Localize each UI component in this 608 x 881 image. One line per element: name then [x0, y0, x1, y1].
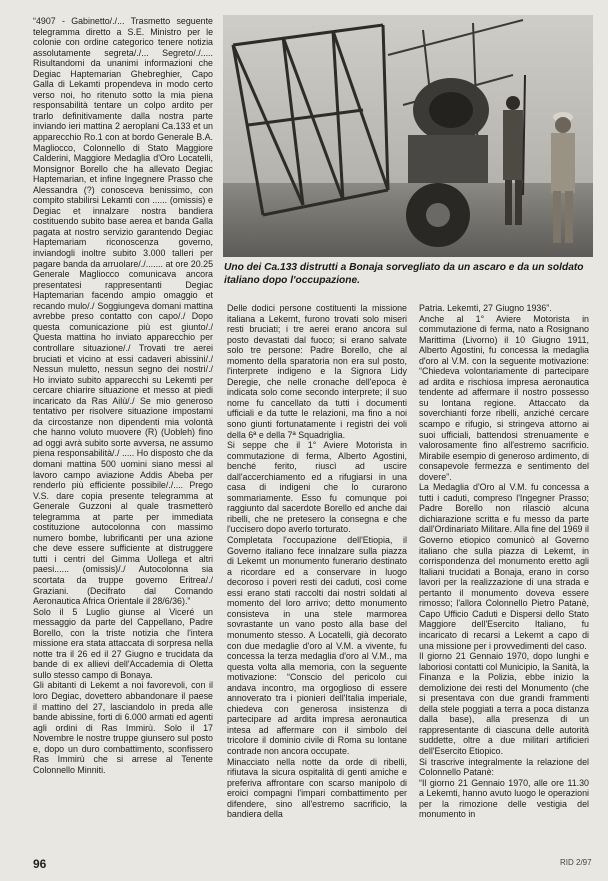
photo-illustration [223, 15, 593, 257]
paragraph: La Medaglia d'Oro al V.M. fu concessa a tutti i caduti, compreso l'Ingegner Prasso; Padre Borello non rilasciò alcuna dichiarazione scritta e fu messo da parte dall'Ordinariato Militare. Alla fine del 1969 il Governo etiopico comunicò al Governo italiano che sulla piazza di Lekemt, in corrispondenza del monumento eretto agli Italiani trucidati a Bonaja, erano in corso lavori per la realizzazione di una strada e pertanto il monumento doveva essere rimosso; l'allora Colonnello Pietro Patanè, Capo Ufficio Caduti e Dispersi dello Stato Maggiore dell'Esercito Italiano, fu incaricato di recarsi a Lekemt a capo di una missione per i provvedimenti del caso. [419, 482, 589, 651]
issue-code: RID 2/97 [560, 858, 592, 867]
photo-caption: Uno dei Ca.133 distrutti a Bonaja sorvegliato da un ascaro e da un soldato italiano dopo l'occupazione. [224, 262, 584, 286]
photo-destroyed-aircraft [223, 15, 593, 257]
paragraph: Completata l'occupazione dell'Etiopia, il Governo italiano fece innalzare sulla piazza di Lekemt un monumento funerario destinato a ricordare ed a conservare in luogo decoroso i poveri resti dei caduti, così come essi erano stati raccolti dai nostri soldati al momento del loro arrivo; detto monumento consisteva in una stele marmorea sovrastante un vano posto alla base del monumento stesso. A Locatelli, già decorato con due medaglie d'oro al V.M. a vivente, fu concessa la terza medaglia d'oro al V.M., ma questa volta alla memoria, con la seguente motivazione: “Conscio del pericolo cui andava incontro, ma orgoglioso di essere annoverato tra i pionieri dell'Italia imperiale, chiedeva con generosa insistenza di partecipare ad ardita impresa aeronautica intesa ad affermare con il simbolo del tricolore il dominio civile di Roma su lontane contrade non ancora occupate. [227, 535, 407, 756]
paragraph: Patria. Lekemti, 27 Giugno 1936”. [419, 303, 552, 313]
paragraph: “4907 - Gabinetto/./... Trasmetto seguente telegramma diretto a S.E. Ministro per le colonie con ordine categorico tenere notizia assolutamente segreta/./... Segreto/./..... Risultandomi da unanimi informazioni che Degiac Haptemarian Ghebreghier, Capo Galla di Lekamti propendeva in modo certo verso noi, ho ritenuto sotto la mia piena responsabilità tentare un colpo ardito per trarlo definitivamente dalla nostra parte inviando ieri mattina 2 aeroplani Ca.133 et un apparecchio Ro.1 con at bordo Generale B.A. Magliocco, Colonnello di Stato Maggiore Calderini, Maggiore Medaglia d'Oro Locatelli, Monsignor Borello che ha allevato Degiac Haptemarian, et infine Ingegnere Prasso che Alessandra (?) conosceva benissimo, con compito stabilirsi Lekamti con ...... (omissis) e Degiac et innalzare nostra bandiera costituendo subito base aerea et banda Galla pagata at nostro servizio garantendo Degiac Haptemariam riconoscenza governo, inviandogli inoltre subito 3.000 talleri per pagare banda da arruolare/./....... at ore 20.25 Generale Magliocco comunicava ancora presentatesi rappresentanti Degiac Haptemarian facendo ampio omaggio et recando mulo/./ Soggiungeva domani mattina avrebbe preso contatto con capo/./ Dopo questa comunicazione più est giunto/./ Questa mattina ho inviato apparecchio per controllare situazione/./ Trovati tre aerei bruciati et vicino at essi cadaveri abissini/./ Nessun muletto, nessun segno dei nostri/./ Ho inviato subito apparecchi su Lekemti per cercare chiarire situazione et messo at piedi incaricato da Ras Ailù/./ Se mio generoso tentativo per risolvere situazione impostami da circostanze non dipendenti mia volontà che hanno voluto muovere (R) (Uobleh) fino ad oggi avrà subito sorte avversa, ne assumo piena responsabilità/./ ..... Ho disposto che da domani mattina 500 uomini siano messi al lavoro campo aviazione Addis Abeba per renderlo più efficiente possibile/./.... Prego V.S. dare copia presente telegramma at Generale Guzzoni al quale trasmetterò telegramma at parte per immediata costituzione autocolonna con massimo numero bombe, lubrificanti per una azione che deve essere sufficiente at distruggere tutti i centri del Gimma Uollega et altri paesi...... (omissis)/./ Autocolonna sia scortata da truppe governo Eritrea/./ Graziani. (Decifrato dal Comando Aeronautica Africa Orientale il 28/6/36).” [33, 16, 213, 607]
page-number: 96 [33, 857, 47, 871]
paragraph: Minacciato nella notte da orde di ribelli, rifiutava la sicura ospitalità di genti amiche e preferiva affrontare con scarso manipolo di eroici compagni l'impari combattimento per difendere, sino all'estremo sacrificio, la bandiera della [227, 756, 407, 820]
paragraph: Si trascrive integralmente la relazione del Colonnello Patanè: [419, 756, 589, 778]
paragraph: Il giorno 21 Gennaio 1970, dopo lunghi e laboriosi contatti col Municipio, la Sanità, la Finanza e la Polizia, ebbe inizio la demolizione dei resti del Monumento (che si presentava con due grandi frammenti della stele poggiati a terra a poca distanza dalla base), alla presenza di un rappresentante di ciascuna delle autorità suddette, oltre a due militari artificieri dell'Esercito Etiopico. [419, 651, 589, 756]
paragraph: “Il giorno 21 Gennaio 1970, alle ore 11.30 a Lekemti, hanno avuto luogo le operazioni per la rimozione delle vestigia del monumento in [419, 777, 589, 820]
right-column [419, 303, 589, 850]
paragraph: Solo il 5 Luglio giunse al Viceré un messaggio da parte del Cappellano, Padre Borello, con la triste notizia che l'intera missione era stata attaccata di sorpresa nella notte tra il 26 ed il 27 Giugno e trucidata da bande di ex allievi dell'Accademia di Oletta sullo stesso campo di Bonaya. [33, 606, 213, 680]
paragraph: Si seppe che il 1° Aviere Motorista in commutazione di ferma, Alberto Agostini, benché ferito, riuscì ad uscire dall'accerchiamento ed a rifugiarsi in una casa di indigeni che lo curarono sommariamente. Esso fu comunque poi raggiunto dal sacerdote Borello ed anche dai ribelli, che ne pretesero la consegna e che l'uccisero dopo averlo torturato. [227, 440, 407, 535]
paragraph: Delle dodici persone costituenti la missione italiana a Lekemt, furono trovati solo miseri resti bruciati; i tre aerei erano ancora sul posto devastati dal fuoco; si erano salvate solo tre persone: Padre Borello, che al momento della sparatoria non era sul posto, l'interprete indigeno e la Signora Lidy Deregie, che nelle cronache dell'epoca è indicata solo come secondo interprete; il suo nome fu cancellato da tutti i documenti ufficiali e da tutte le relazioni, ma fino a noi sono giunti fortunatamente i registri dei voli della 6ª e della 7ª Squadriglia. [227, 303, 407, 440]
paragraph: Gli abitanti di Lekemt a noi favorevoli, con il loro Degiac, dovettero abbandonare il paese il mattino del 27, lasciandolo in preda alle bande abissine, forti di 6.000 armati ed agenti agli ordini di Ras Immirù. Solo il 17 Novembre le nostre truppe giunsero sul posto e, dopo un duro combattimento, sconfissero Ras Immirù che si arrese al Tenente Colonnello Minniti. [33, 680, 213, 775]
middle-column [227, 303, 407, 850]
left-column [33, 16, 213, 848]
paragraph: Anche al 1° Aviere Motorista in commutazione di ferma, nato a Rosignano Marittima (Livorno) il 10 Giugno 1911, Alberto Agostini, fu concessa la medaglia d'oro al V.M. con la seguente motivazione: “Chiedeva volontariamente di partecipare ad ardita e rischiosa impresa aeronautica tendente ad affermare il nostro possesso su lontana regione. Attaccato da soverchianti forze ribelli, anziché cercare scampo e rifugio, si stringeva attorno ai suoi ufficiali, battendosi strenuamente e valorosamente fino all'estremo sacrificio. Mirabile esempio di generoso ardimento, di consapevole fermezza e sentimento del dovere”. [419, 313, 589, 482]
